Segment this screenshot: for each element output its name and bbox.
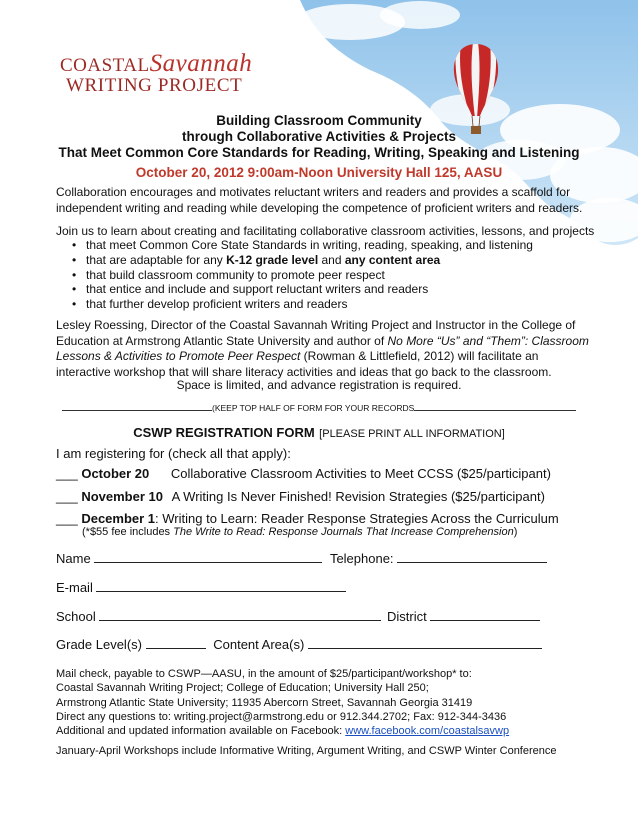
option-desc: A Writing Is Never Finished! Revision Strategies ($25/participant)	[171, 489, 545, 504]
telephone-label: Telephone:	[329, 551, 394, 566]
fee-note-end: )	[513, 526, 518, 538]
name-row	[56, 550, 547, 566]
bullet-text: and	[318, 252, 345, 267]
logo-savannah: Savannah	[149, 50, 253, 77]
school-label: School	[56, 609, 96, 624]
mail-line: Mail check, payable to CSWP—AASU, in the amount of $25/participant/workshop* to:	[56, 668, 472, 680]
email-row	[56, 579, 346, 595]
mail-line: Direct any questions to: writing.project@armstrong.edu or 912.344.2702; Fax: 912-344-3436	[56, 710, 507, 723]
fee-note	[82, 526, 517, 538]
grade-field[interactable]	[146, 636, 206, 649]
form-subtitle: [PLEASE PRINT ALL INFORMATION]	[319, 428, 505, 440]
option-december[interactable]	[56, 511, 559, 526]
district-label: District	[387, 609, 427, 624]
checkbox-blank[interactable]: ___	[56, 511, 78, 526]
option-date: December 1	[81, 511, 156, 526]
presenter-text: Lesley Roessing, Director of the Coastal Savannah Writing Project and Instructor in the College of Education at Armstrong Atlantic State University and author of	[56, 318, 576, 348]
divider-text: (KEEP TOP HALF OF FORM FOR YOUR RECORDS	[212, 403, 415, 413]
title-line-1: Building Classroom Community	[216, 113, 422, 128]
content-area-label: Content Area(s)	[213, 637, 305, 652]
presenter-text-2: (Rowman & Littlefield, 2012) will facilitate an interactive workshop that will share literacy activities and ideas that go back to the classroom.	[56, 349, 552, 379]
registering-prompt: I am registering for (check all that apply):	[56, 446, 291, 461]
facebook-text: Additional and updated information available on Facebook:	[56, 725, 346, 737]
logo-writing-project: WRITING PROJECT	[66, 75, 243, 96]
bullet-bold-grade: K-12 grade level	[226, 252, 319, 267]
title-line-2: through Collaborative Activities & Projects	[181, 129, 457, 144]
option-date: November 10	[81, 489, 163, 504]
mail-line: Armstrong Atlantic State University; 11935 Abercorn Street, Savannah Georgia 31419	[56, 696, 473, 709]
space-limited-note: Space is limited, and advance registration is required.	[176, 378, 462, 392]
book-title: No More “Us” and “Them”: Classroom Lessons & Activities to Promote Peer Respect	[56, 333, 589, 363]
fee-note-text: (*$55 fee includes	[82, 526, 174, 538]
name-label: Name	[56, 551, 91, 566]
option-desc: Collaborative Classroom Activities to Meet CCSS ($25/participant)	[170, 466, 551, 481]
bullet-bold-content: any content area	[344, 252, 441, 267]
list-item: • that entice and include and support reluctant writers and readers	[72, 282, 533, 297]
cut-divider	[62, 403, 576, 413]
option-november[interactable]	[56, 489, 545, 504]
join-paragraph: Join us to learn about creating and facilitating collaborative classroom activities, lessons, and projects	[56, 224, 595, 238]
school-field[interactable]	[99, 608, 381, 621]
telephone-field[interactable]	[397, 550, 547, 563]
option-october[interactable]	[56, 466, 551, 481]
logo-coastal: COASTAL	[60, 55, 150, 76]
list-item	[72, 253, 533, 268]
mailing-info	[56, 667, 506, 724]
facebook-note	[56, 725, 509, 737]
benefits-list	[72, 238, 533, 312]
title-line-3: That Meet Common Core Standards for Reading, Writing, Speaking and Listening	[58, 145, 580, 160]
option-date: October 20	[81, 466, 150, 481]
bullet-text: that are adaptable for any	[86, 252, 227, 267]
facebook-link[interactable]: www.facebook.com/coastalsavwp	[345, 725, 510, 737]
form-title-text: CSWP REGISTRATION FORM	[133, 425, 315, 440]
district-field[interactable]	[430, 608, 540, 621]
school-row	[56, 608, 540, 624]
email-label: E-mail	[56, 580, 93, 595]
email-field[interactable]	[96, 579, 346, 592]
content-area-field[interactable]	[308, 636, 542, 649]
event-date-location: October 20, 2012 9:00am-Noon University Hall 125, AASU	[135, 165, 503, 180]
name-field[interactable]	[94, 550, 322, 563]
list-item: • that meet Common Core State Standards in writing, reading, speaking, and listening	[72, 238, 533, 253]
list-item: • that further develop proficient writers and readers	[72, 297, 533, 312]
presenter-paragraph	[56, 318, 596, 380]
fee-note-book: The Write to Read: Response Journals That Increase Comprehension	[173, 526, 514, 538]
option-desc: : Writing to Learn: Reader Response Strategies Across the Curriculum	[155, 511, 559, 526]
january-note: January-April Workshops include Informative Writing, Argument Writing, and CSWP Winter Conference	[56, 745, 557, 757]
list-item: • that build classroom community to promote peer respect	[72, 268, 533, 283]
grade-label: Grade Level(s)	[56, 637, 142, 652]
checkbox-blank[interactable]: ___	[56, 466, 78, 481]
mail-line: Coastal Savannah Writing Project; College of Education; University Hall 250;	[56, 682, 429, 695]
logo-line-1	[60, 50, 252, 78]
form-title	[0, 424, 638, 442]
checkbox-blank[interactable]: ___	[56, 489, 78, 504]
intro-paragraph: Collaboration encourages and motivates reluctant writers and readers and provides a scaffold for independent writing and reading while developing the competence of proficient writers and readers.	[56, 185, 583, 215]
grade-row	[56, 636, 542, 652]
